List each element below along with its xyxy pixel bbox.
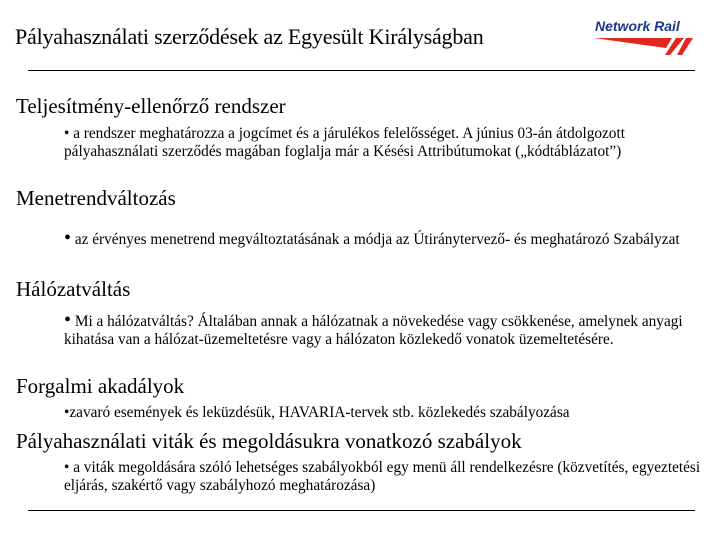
- bullet-disruption: [64, 404, 704, 422]
- bullet-text: a viták megoldására szóló lehetséges szabályokból egy menü áll rendelkezésre (közvetítés, egyeztetési eljárás, szakértő vagy szabályhozó meghatározása): [64, 459, 701, 494]
- bullet-glyph: •: [64, 309, 72, 331]
- bullet-text: Mi a hálózatváltás? Általában annak a hálózatnak a növekedése vagy csökkenése, amelynek anyagi kihatása van a hálózat-üzemeltetésre vagy a hálózaton közlekedő vonatok üzemeltetésére.: [64, 313, 683, 348]
- logo-text: Network Rail: [595, 18, 680, 34]
- bullet-text: a rendszer meghatározza a jogcímet és a járulékos felelősséget. A június 03-án átdolgozott pályahasználati szerződés magában foglalja már a Késési Attribútumokat („kódtáblázatot”): [64, 125, 625, 160]
- logo-swoosh-icon: [592, 18, 696, 58]
- bullet-network-change: [64, 309, 704, 348]
- bullet-glyph: •: [64, 404, 70, 421]
- top-divider: [28, 70, 695, 71]
- bullet-glyph: •: [64, 227, 72, 249]
- heading-dispute-resolution: Pályahasználati viták és megoldásukra vonatkozó szabályok: [16, 429, 522, 453]
- bullet-glyph: •: [64, 125, 70, 142]
- heading-network-change: Hálózatváltás: [16, 277, 131, 301]
- heading-timetable-change: Menetrendváltozás: [16, 186, 176, 210]
- heading-performance-regime: Teljesítmény-ellenőrző rendszer: [16, 94, 286, 118]
- bottom-divider: [28, 510, 695, 511]
- bullet-performance-regime: [64, 125, 704, 160]
- bullet-glyph: •: [64, 459, 70, 476]
- bullet-timetable-change: [64, 227, 704, 249]
- heading-disruption: Forgalmi akadályok: [16, 374, 185, 398]
- network-rail-logo: [592, 18, 696, 58]
- bullet-text: az érvényes menetrend megváltoztatásának a módja az Útiránytervező- és meghatározó Szabályzat: [74, 231, 680, 248]
- bullet-text: zavaró események és leküzdésük, HAVARIA-tervek stb. közlekedés szabályozása: [69, 404, 570, 421]
- slide-title: Pályahasználati szerződések az Egyesült Királyságban: [15, 24, 484, 49]
- bullet-dispute-resolution: [64, 459, 704, 494]
